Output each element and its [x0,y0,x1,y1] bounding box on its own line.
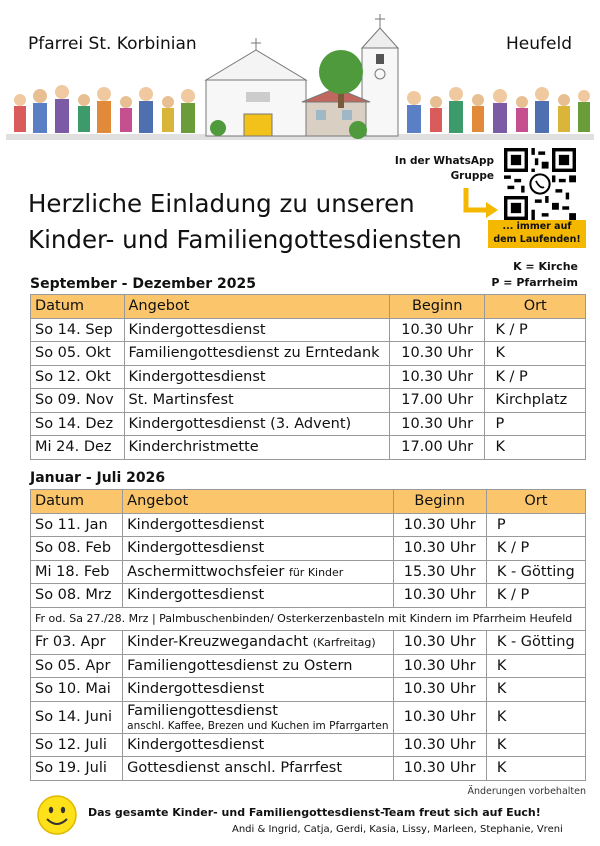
row-start: 17.00 Uhr [389,389,485,413]
title-line-2: Kinder- und Familiengottesdiensten [28,225,462,254]
table-row [31,654,586,678]
offer-sub: anschl. Kaffee, Brezen und Kuchen im Pfarrgarten [127,719,389,732]
offer-text: Kinder-Kreuzwegandacht [127,634,309,651]
column-offer: Angebot [124,295,389,319]
whatsapp-label [378,154,494,184]
title-line-1: Herzliche Einladung zu unseren [28,189,415,218]
row-start: 10.30 Uhr [393,654,486,678]
row-date: So 05. Apr [31,654,123,678]
row-offer: Kindergottesdienst [123,584,393,608]
table-row [31,436,586,460]
row-start: 10.30 Uhr [393,678,486,702]
row-offer: Kindergottesdienst [124,365,389,389]
row-offer: Kindergottesdienst [123,678,393,702]
row-offer [123,701,393,733]
row-date: So 09. Nov [31,389,125,413]
row-date: Mi 18. Feb [31,560,123,584]
row-date: So 14. Juni [31,701,123,733]
column-start: Beginn [389,295,485,319]
row-offer: Kinderchristmette [124,436,389,460]
row-offer: Familiengottesdienst zu Ostern [123,654,393,678]
table-row [31,389,586,413]
row-place: K [485,436,586,460]
row-offer: Gottesdienst anschl. Pfarrfest [123,757,393,781]
row-start: 10.30 Uhr [393,584,486,608]
column-start: Beginn [393,490,486,514]
row-offer [123,631,393,655]
row-offer: Kindergottesdienst [124,318,389,342]
table-row [31,318,586,342]
row-offer [123,560,393,584]
row-place: K / P [485,318,586,342]
table-row [31,342,586,366]
row-start: 10.30 Uhr [393,701,486,733]
table-row [31,513,586,537]
page-title [28,186,462,258]
row-date: So 10. Mai [31,678,123,702]
row-start: 10.30 Uhr [389,412,485,436]
row-date: So 05. Okt [31,342,125,366]
table-row-span [31,607,586,631]
row-start: 10.30 Uhr [389,318,485,342]
row-date: So 14. Sep [31,318,125,342]
row-place: K [486,678,585,702]
row-place: K / P [486,537,585,561]
row-date: So 12. Okt [31,365,125,389]
row-date: So 12. Juli [31,733,123,757]
row-date: So 19. Juli [31,757,123,781]
parish-name: Pfarrei St. Korbinian [28,34,197,54]
row-start: 17.00 Uhr [389,436,485,460]
row-place: K - Götting [486,631,585,655]
table-row [31,701,586,733]
row-start: 10.30 Uhr [389,365,485,389]
row-place: K [485,342,586,366]
table-row [31,584,586,608]
legend-kirche: K = Kirche [513,260,578,273]
changes-note: Änderungen vorbehalten [467,786,586,797]
offer-note: für Kinder [288,565,344,579]
table-header-row [31,295,586,319]
legend-pfarrheim: P = Pfarrheim [491,276,578,289]
row-start: 10.30 Uhr [393,537,486,561]
church-illustration [6,10,594,142]
column-date: Datum [31,490,123,514]
team-names: Andi & Ingrid, Catja, Gerdi, Kasia, Lissy, Marleen, Stephanie, Vreni [232,824,563,835]
offer-text: Familiengottesdienst [127,702,278,719]
row-start: 10.30 Uhr [393,733,486,757]
row-place: P [485,412,586,436]
section-title-2026: Januar - Juli 2026 [30,470,166,486]
row-place: K [486,701,585,733]
badge-line-1: ... immer auf [502,221,572,232]
table-row [31,537,586,561]
row-place: K - Götting [486,560,585,584]
column-place: Ort [485,295,586,319]
row-start: 15.30 Uhr [393,560,486,584]
row-place: P [486,513,585,537]
team-message: Das gesamte Kinder- und Familiengottesdienst-Team freut sich auf Euch! [88,806,541,819]
row-date: So 11. Jan [31,513,123,537]
row-date: So 08. Mrz [31,584,123,608]
row-offer: St. Martinsfest [124,389,389,413]
whatsapp-badge [488,220,586,248]
section-title-2025: September - Dezember 2025 [30,276,256,292]
span-note: Fr od. Sa 27./28. Mrz | Palmbuschenbinden/ Osterkerzenbasteln mit Kindern im Pfarrheim Heufeld [31,607,586,631]
badge-line-2: dem Laufenden! [493,234,581,245]
whatsapp-line-2: Gruppe [450,170,494,182]
row-offer: Familiengottesdienst zu Erntedank [124,342,389,366]
row-start: 10.30 Uhr [389,342,485,366]
column-place: Ort [486,490,585,514]
table-header-row [31,490,586,514]
row-start: 10.30 Uhr [393,757,486,781]
row-place: K / P [485,365,586,389]
row-place: K / P [486,584,585,608]
table-row [31,733,586,757]
table-row [31,631,586,655]
table-row [31,365,586,389]
schedule-table-2025 [30,294,586,460]
row-place: K [486,733,585,757]
smiley-icon [36,794,78,836]
column-offer: Angebot [123,490,393,514]
table-row [31,678,586,702]
whatsapp-line-1: In der WhatsApp [394,155,494,167]
table-row [31,412,586,436]
row-place: K [486,654,585,678]
row-offer: Kindergottesdienst [123,733,393,757]
row-date: So 14. Dez [31,412,125,436]
offer-note: (Karfreitag) [312,636,376,650]
row-offer: Kindergottesdienst [123,513,393,537]
row-date: Mi 24. Dez [31,436,125,460]
row-start: 10.30 Uhr [393,513,486,537]
offer-text: Aschermittwochsfeier [127,563,285,580]
village-name: Heufeld [506,34,572,54]
qr-code-icon[interactable] [504,148,576,220]
row-place: Kirchplatz [485,389,586,413]
table-row [31,560,586,584]
row-offer: Kindergottesdienst (3. Advent) [124,412,389,436]
row-date: Fr 03. Apr [31,631,123,655]
column-date: Datum [31,295,125,319]
schedule-table-2026 [30,489,586,781]
row-offer: Kindergottesdienst [123,537,393,561]
row-date: So 08. Feb [31,537,123,561]
table-row [31,757,586,781]
row-start: 10.30 Uhr [393,631,486,655]
row-place: K [486,757,585,781]
